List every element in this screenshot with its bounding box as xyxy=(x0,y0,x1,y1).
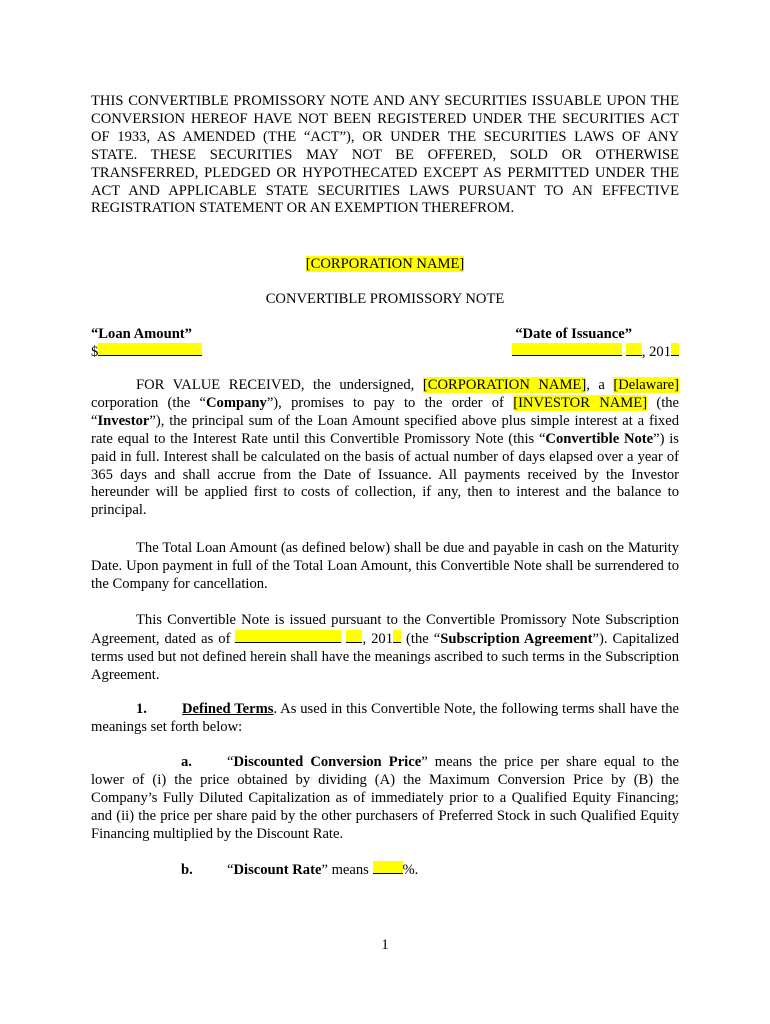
paragraph-value-received xyxy=(91,377,679,520)
loan-amount-label: “Loan Amount” xyxy=(91,326,192,342)
date-of-issuance-block xyxy=(512,325,679,361)
subscription-agreement-defined-term: Subscription Agreement xyxy=(440,630,593,647)
para1-text-5: (the “ xyxy=(91,394,680,429)
discount-rate-blank[interactable] xyxy=(373,861,403,874)
item-b-discount-rate xyxy=(91,861,679,880)
loan-amount-blank[interactable] xyxy=(98,343,202,356)
investor-name-field: [INVESTOR NAME] xyxy=(513,394,648,411)
issuance-month-blank[interactable] xyxy=(512,343,622,356)
loan-amount-block xyxy=(91,325,202,361)
document-title: CONVERTIBLE PROMISSORY NOTE xyxy=(265,291,505,307)
item-a-letter: a. xyxy=(181,754,192,770)
para3-text-4: ”). Capitalized terms used but not defined herein shall have the meanings ascribed to such terms in the Subscription Agreement. xyxy=(91,630,680,683)
convertible-note-defined-term: Convertible Note xyxy=(545,430,654,447)
page-number: 1 xyxy=(381,937,389,953)
item-a-open-quote: “ xyxy=(227,754,234,770)
para1-text-3: corporation (the “ xyxy=(91,394,206,411)
item-b-suffix: %. xyxy=(402,862,419,878)
item-b-letter: b. xyxy=(181,862,193,878)
para3-text-3: (the “ xyxy=(401,630,441,647)
item-a-text: ” means the price per share equal to the lower of (i) the price obtained by dividing (A) the Maximum Conversion Price by (B) the Company’s Fully Diluted Capitalization as of immediately prior to a Qualified Equity Financing; and (ii) the price per share paid by the other purchasers of Preferred Stock in such Qualified Equity Financing multiplied by the Discount Rate. xyxy=(91,754,679,842)
section-1-defined-terms xyxy=(91,701,679,737)
para1-text-6: ”), the principal sum of the Loan Amount specified above plus simple interest at a fixed rate equal to the Interest Rate until this Convertible Promissory Note (this “ xyxy=(91,412,679,447)
discounted-conversion-price-term: Discounted Conversion Price xyxy=(233,754,422,770)
item-b-open-quote: “ xyxy=(227,862,234,878)
para3-text-1: This Convertible Note is issued pursuant to the Convertible Promissory Note Subscription Agreement, dated as of xyxy=(91,612,679,647)
para1-text-4: ”), promises to pay to the order of xyxy=(266,394,514,411)
issuance-year-blank[interactable] xyxy=(671,343,679,356)
state-field: [Delaware] xyxy=(613,377,679,393)
para1-text-7: ”) is paid in full. Interest shall be calculated on the basis of actual number of days elapsed over a year of 365 days and shall accrue from the Date of Issuance. All payments received by the Investor hereunder will be applied first to costs of collection, if any, then to interest and the balance to principal. xyxy=(91,430,679,519)
section-1-heading: Defined Terms xyxy=(182,701,274,717)
subscription-year-blank[interactable] xyxy=(393,630,401,643)
subscription-month-blank[interactable] xyxy=(235,630,341,643)
date-of-issuance-label: “Date of Issuance” xyxy=(515,326,632,342)
item-a-discounted-conversion-price xyxy=(91,754,679,844)
securities-legend: THIS CONVERTIBLE PROMISSORY NOTE AND ANY SECURITIES ISSUABLE UPON THE CONVERSION HEREOF HAVE NOT BEEN REGISTERED UNDER THE SECURITIES ACT OF 1933, AS AMENDED (THE “ACT”), OR UNDER THE SECURITIES LAWS OF ANY STATE. THESE SECURITIES MAY NOT BE OFFERED, SOLD OR OTHERWISE TRANSFERRED, PLEDGED OR HYPOTHECATED EXCEPT AS PERMITTED UNDER THE ACT AND APPLICABLE STATE SECURITIES LAWS PURSUANT TO AN EFFECTIVE REGISTRATION STATEMENT OR AN EXEMPTION THEREFROM. xyxy=(91,93,679,217)
dollar-sign: $ xyxy=(91,344,99,360)
section-1-number: 1. xyxy=(136,701,147,717)
subscription-day-blank[interactable] xyxy=(346,630,362,643)
issuance-year-prefix: , 201 xyxy=(641,344,671,360)
corporation-name-header xyxy=(0,255,770,273)
section-1-text: . As used in this Convertible Note, the following terms shall have the meanings set forth below: xyxy=(91,701,679,735)
para1-text-1: FOR VALUE RECEIVED, the undersigned, xyxy=(136,377,423,393)
corporation-name-placeholder: [CORPORATION NAME] xyxy=(305,256,465,272)
corporation-name-field: [CORPORATION NAME] xyxy=(422,377,587,393)
para1-text-2: , a xyxy=(586,377,614,393)
para3-text-2: , 201 xyxy=(362,630,394,647)
investor-defined-term: Investor xyxy=(97,412,150,429)
paragraph-subscription-agreement xyxy=(91,612,679,685)
issuance-day-blank[interactable] xyxy=(626,343,642,356)
paragraph-total-loan-amount: The Total Loan Amount (as defined below) shall be due and payable in cash on the Maturity Date. Upon payment in full of the Total Loan Amount, this Convertible Note shall be surrendered to the Company for cancellation. xyxy=(91,540,679,592)
company-defined-term: Company xyxy=(205,394,267,411)
discount-rate-term: Discount Rate xyxy=(233,862,322,878)
item-b-text: ” means xyxy=(321,862,373,878)
